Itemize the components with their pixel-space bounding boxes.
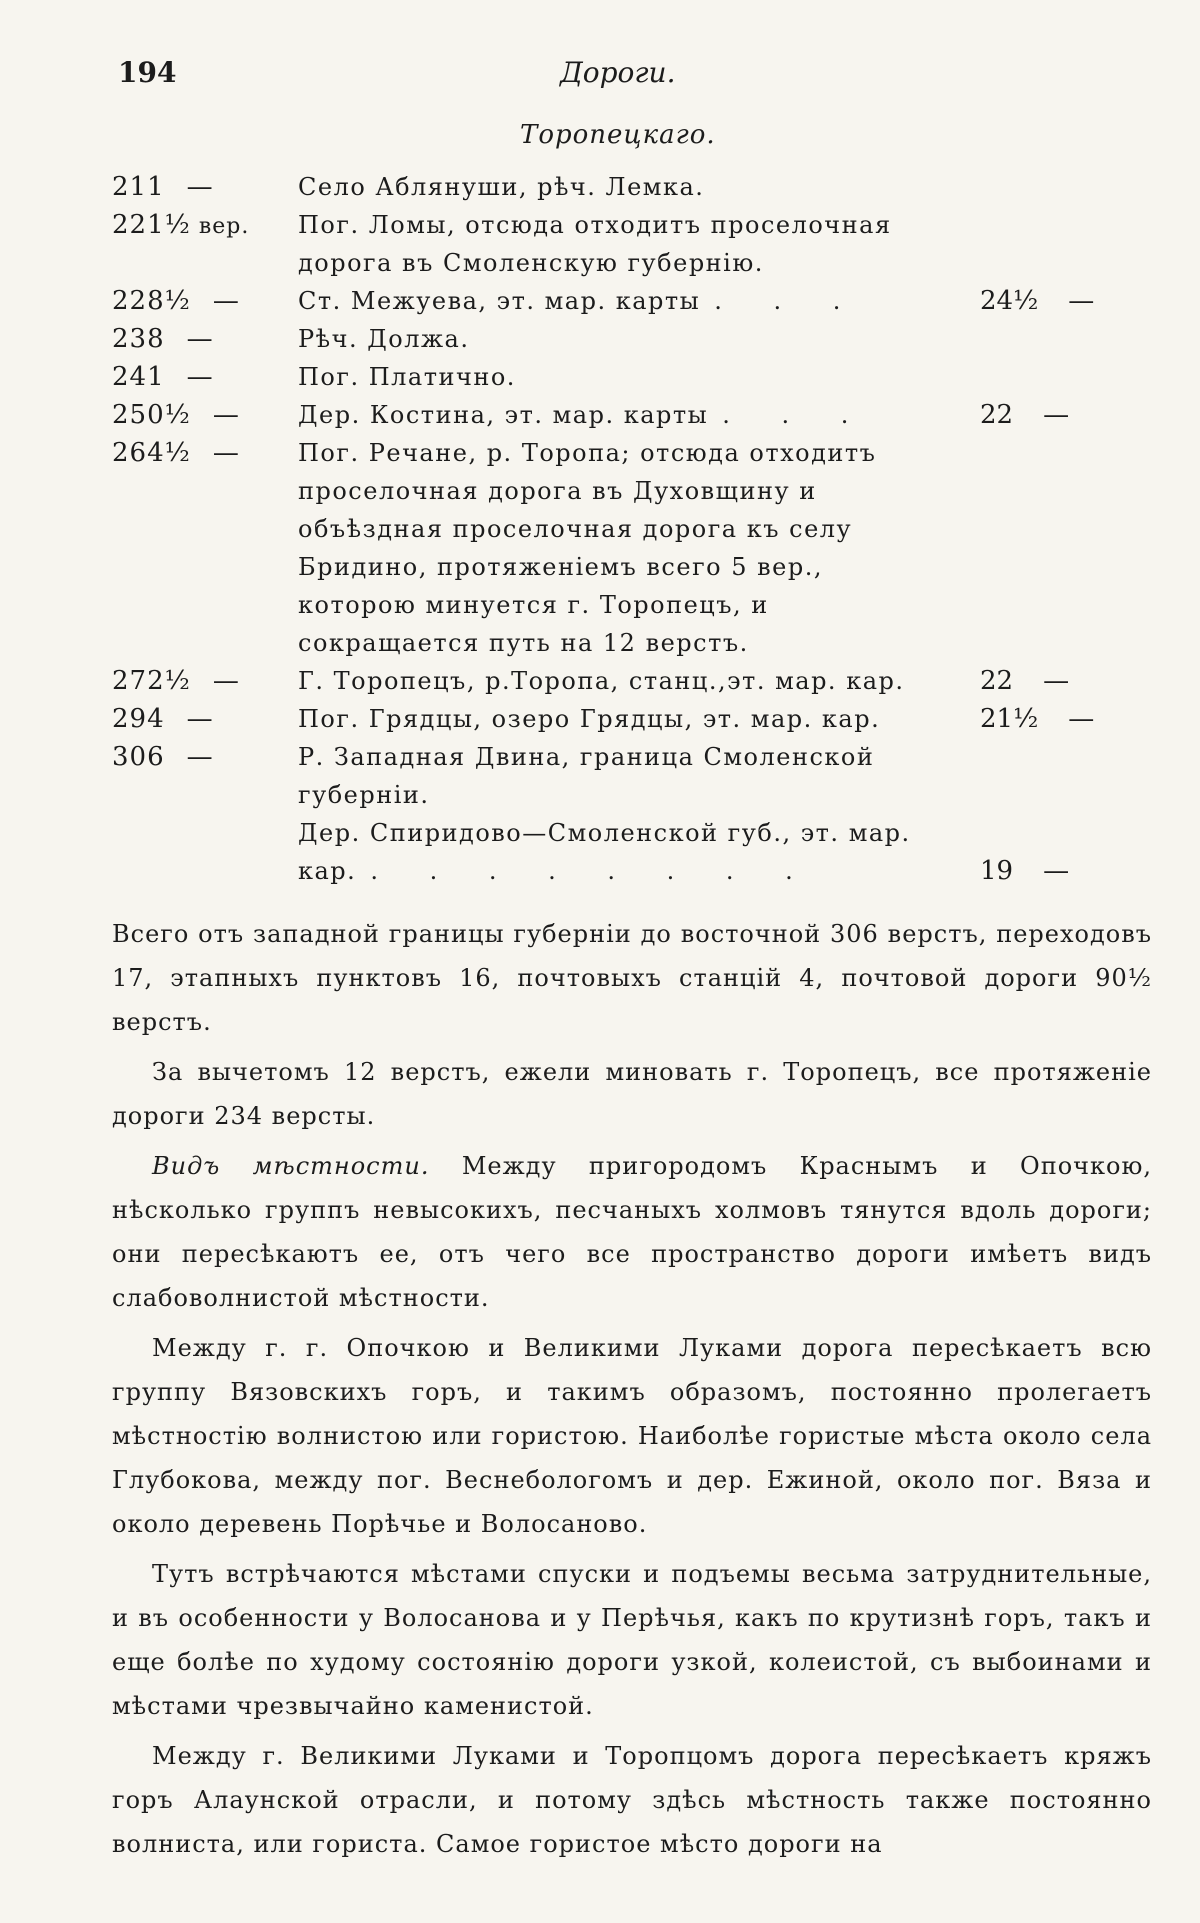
distance-dash: — — [186, 704, 214, 734]
distance-dash: — — [186, 172, 214, 202]
dot-leaders: . . . . . . . . — [370, 857, 815, 885]
distance-value: 238 — [112, 324, 165, 354]
itinerary-row — [0, 396, 1200, 434]
paragraph — [112, 912, 1152, 1044]
place-text: Село Аблянуши, рѣч. Лемка. — [298, 173, 705, 201]
place-description — [298, 700, 948, 738]
itinerary-row — [0, 700, 1200, 738]
stage-distance — [980, 662, 1130, 700]
itinerary-row — [0, 358, 1200, 396]
stage-distance-value: 21½ — [980, 704, 1039, 734]
paragraph-text: Между пригородомъ Краснымъ и Опочкою, нѣсколько группъ невысокихъ, песчаныхъ холмовъ тянутся вдоль дороги; они пересѣкаютъ ее, отъ чего все пространство дороги имѣетъ видъ слабоволнистой мѣстности. — [112, 1152, 1152, 1312]
paragraph-text: Между г. Великими Луками и Торопцомъ дорога пересѣкаетъ кряжъ горъ Алаунской отрасли, и потому здѣсь мѣстность также постоянно волниста, или гориста. Самое гористое мѣсто дороги на — [112, 1742, 1152, 1858]
itinerary-row — [0, 320, 1200, 358]
place-description — [298, 168, 948, 206]
distance-unit: вер. — [198, 214, 250, 239]
stage-distance-dash: — — [1043, 856, 1070, 886]
paragraph — [112, 1050, 1152, 1138]
distance-dash: — — [212, 438, 240, 468]
paragraph-text: Между г. г. Опочкою и Великими Луками дорога пересѣкаетъ всю группу Вязовскихъ горъ, и такимъ образомъ, постоянно пролегаетъ мѣстностію волнистою или гористою. Наиболѣе гористые мѣста около села Глубокова, между пог. Веснебологомъ и дер. Ежиной, около пог. Вяза и около деревень Порѣчье и Волосаново. — [112, 1334, 1152, 1538]
distance-dash: — — [186, 324, 214, 354]
distance-value: 306 — [112, 742, 165, 772]
paragraph — [112, 1144, 1152, 1320]
distance-value: 294 — [112, 704, 165, 734]
distance-cell — [112, 662, 282, 700]
distance-cell — [112, 700, 282, 738]
distance-value: 250½ — [112, 400, 191, 430]
stage-distance-dash: — — [1043, 666, 1070, 696]
page-number: 194 — [118, 56, 177, 89]
place-description — [298, 282, 948, 320]
place-text: Рѣч. Должа. — [298, 325, 470, 353]
place-text: Дер. Спиридово—Смоленской губ., эт. мар. кар. — [298, 819, 911, 885]
itinerary-row — [0, 814, 1200, 890]
stage-distance-value: 19 — [980, 856, 1014, 886]
stage-distance — [980, 700, 1130, 738]
place-text: Р. Западная Двина, граница Смоленской губерніи. — [298, 743, 875, 809]
itinerary-table — [0, 168, 1200, 890]
dot-leaders: . . . — [722, 401, 871, 429]
place-text: Ст. Межуева, эт. мар. карты — [298, 287, 701, 315]
distance-value: 241 — [112, 362, 165, 392]
distance-cell — [112, 168, 282, 206]
distance-cell — [112, 434, 282, 472]
place-description — [298, 738, 948, 814]
stage-distance-dash: — — [1068, 286, 1095, 316]
itinerary-row — [0, 282, 1200, 320]
distance-value: 211 — [112, 172, 165, 202]
place-description — [298, 662, 948, 700]
distance-dash: — — [212, 286, 240, 316]
stage-distance-value: 24½ — [980, 286, 1039, 316]
place-description — [298, 358, 948, 396]
itinerary-row — [0, 434, 1200, 662]
distance-value: 228½ — [112, 286, 191, 316]
place-description — [298, 320, 948, 358]
page-header — [0, 56, 1200, 96]
paragraph — [112, 1326, 1152, 1546]
place-text: Г. Торопецъ, р.Торопа, станц.,эт. мар. кар. — [298, 667, 905, 695]
itinerary-row — [0, 738, 1200, 814]
paragraph-text: Всего отъ западной границы губерніи до восточной 306 верстъ, переходовъ 17, этапныхъ пунктовъ 16, почтовыхъ станцій 4, почтовой дороги 90½ верстъ. — [112, 920, 1152, 1036]
body-text — [112, 912, 1152, 1872]
place-text: Пог. Речане, р. Торопа; отсюда отходитъ проселочная дорога въ Духовщину и объѣздная проселочная дорога къ селу Бридино, протяженіемъ всего 5 вер., которою минуется г. Торопецъ, и сокращается путь на 12 верстъ. — [298, 439, 877, 657]
distance-cell — [112, 206, 282, 246]
distance-cell — [112, 358, 282, 396]
stage-distance-value: 22 — [980, 400, 1014, 430]
running-title: Дороги. — [560, 56, 676, 89]
place-text: Пог. Платично. — [298, 363, 516, 391]
itinerary-row — [0, 662, 1200, 700]
distance-dash: — — [186, 362, 214, 392]
paragraph-text: Тутъ встрѣчаются мѣстами спуски и подъемы весьма затруднительные, и въ особенности у Волосанова и у Перѣчья, какъ по крутизнѣ горъ, такъ и еще болѣе по худому состоянію дороги узкой, колеистой, съ выбоинами и мѣстами чрезвычайно каменистой. — [112, 1560, 1152, 1720]
distance-cell — [112, 738, 282, 776]
paragraph-emphasis: Видъ мѣстности. — [152, 1152, 430, 1180]
paragraph-text: За вычетомъ 12 верстъ, ежели миновать г. Торопецъ, все протяженіе дороги 234 версты. — [112, 1058, 1152, 1130]
distance-cell — [112, 282, 282, 320]
stage-distance-value: 22 — [980, 666, 1014, 696]
distance-value: 221½ — [112, 210, 191, 240]
place-text: Пог. Ломы, отсюда отходитъ проселочная дорога въ Смоленскую губернію. — [298, 211, 892, 277]
distance-dash: — — [186, 742, 214, 772]
stage-distance — [980, 852, 1130, 890]
paragraph — [112, 1734, 1152, 1866]
place-description — [298, 434, 948, 662]
distance-value: 264½ — [112, 438, 191, 468]
itinerary-row — [0, 168, 1200, 206]
section-subtitle: Торопецкаго. — [520, 120, 716, 150]
place-text: Пог. Грядцы, озеро Грядцы, эт. мар. кар. — [298, 705, 881, 733]
place-description — [298, 396, 948, 434]
paragraph — [112, 1552, 1152, 1728]
distance-dash: — — [212, 400, 240, 430]
place-text: Дер. Костина, эт. мар. карты — [298, 401, 709, 429]
stage-distance-dash: — — [1043, 400, 1070, 430]
distance-cell — [112, 396, 282, 434]
stage-distance — [980, 282, 1130, 320]
stage-distance — [980, 396, 1130, 434]
distance-dash: — — [212, 666, 240, 696]
dot-leaders: . . . — [714, 287, 863, 315]
place-description — [298, 206, 948, 282]
distance-value: 272½ — [112, 666, 191, 696]
stage-distance-dash: — — [1068, 704, 1095, 734]
distance-cell — [112, 320, 282, 358]
place-description — [298, 814, 948, 890]
itinerary-row — [0, 206, 1200, 282]
